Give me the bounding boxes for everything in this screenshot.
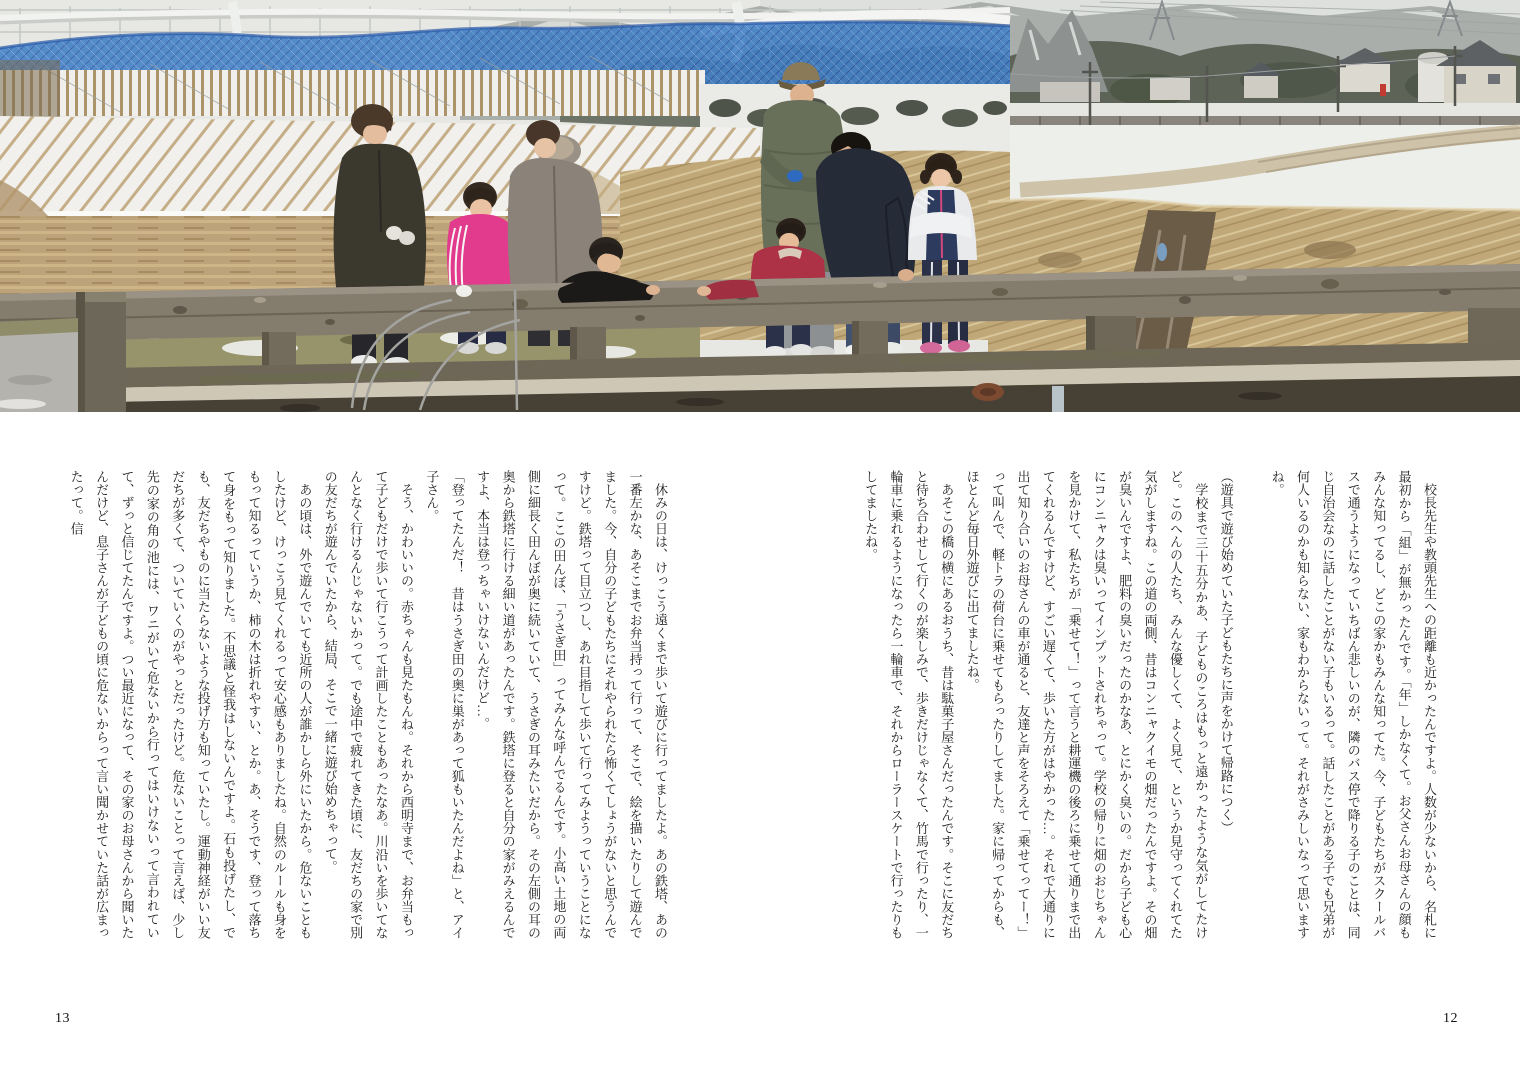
quote-paragraph: 「登ってたんだ！ 昔はうさぎ田の奥に巣があって狐もいたんだよね」と、アイ子さん。	[424, 470, 465, 939]
road-left	[0, 318, 78, 412]
paragraph: あそこの橋の横にあるおうち、昔は駄菓子屋さんだったんです。そこに友だちと待ち合わせして行くのが楽しみで、歩きだけじゃなくて、竹馬で行ったり、一輪車に乗れるようになったら一輪車で、それからローラースケートで行ったりもしてましたね。	[863, 470, 955, 939]
right-page-text	[858, 470, 1442, 939]
page-number-left: 13	[55, 1011, 70, 1026]
paragraph: あの頃は、外で遊んでいても近所の人が誰かしら外にいたから。危ないこともしたけど、けっこう見てくれるって安心感もありましたね。自然のルールも身をもって知るっていうか、柿の木は折れやすい、とか。あ、そうです、登って落ちて身をもって知りました。不思議と怪我はしないんですよ。石も投げたし、でも、友だちやものに当たらないような投げ方も知っていたし。運動神経がいい友だちが多くて、ついていくのがやっとだったけど。危ないことって言えば、少し先の家の角の池には、ワニがいて危ないから行ってはいけないって言われていて、ずっと信じてたんですよ。つい最近になって、その家のお母さんから聞いたんだけど、息子さんが子どもの頃に危ないからって言い聞かせていた話が広まったって。信	[68, 470, 313, 939]
drain-fitting	[972, 383, 1004, 401]
left-page-text	[68, 470, 673, 939]
paragraph: 学校まで三十五分かあ、子どものころはもっと遠かったような気がしてたけど。このへんの人たち、みんな優しくて、よく見て、というか見守ってくれてた気がしますね。この道の両側、昔はコンニャクイモの畑だったんですよ。その畑が臭いんですよ、肥料の臭いだったのかなあ、とにかく臭いの。だから子ども心にコンニャクは臭いってインプットされちゃって。学校の帰りに畑のおじちゃんを見かけて、私たちが「乗せて！」って言うと耕運機の後ろに乗せて通りまで出てくれるんですけど、すごい遅くて、歩いた方がはやかった…。それで大通りに出て知り合いのお母さんの車が通ると、友達と声をそろえて「乗せてってー！」って叫んで、軽トラの荷台に乗せてもらったりしてました。家に帰ってからも、ほとんど毎日外遊びに出てましたね。	[964, 470, 1209, 939]
paragraph: 校長先生や教頭先生への距離も近かったんですよ。人数が少ないから、名札に最初から「組」が無かったんです。「年」しかなくて。お父さんお母さんの顔もみんな知ってるし、どこの家かもみんな知ってた。今、子どもたちがスクールバスで通うようになっていちばん悲しいのが、隣のバス停で降りる子のことは、同じ自治会なのに話したことがない子もいるって。話したことがある子でも兄弟が何人いるのかも知らない、家もわからないって。それがさみしいなって思いますね。	[1269, 470, 1437, 939]
paragraph: 休みの日は、けっこう遠くまで歩いて遊びに行ってましたよ。あの鉄塔、あの一番左かな、あそこまでお弁当持って行って、そこで、絵を描いたりして遊んでました。今、自分の子どもたちにそれやられたら怖くてしょうがないと思うんですけど。鉄塔って目立つし、あれ目指して歩いて行ってみようっていうことになって。ここの田んぼ、「うさぎ田」ってみんな呼んでるんです。小高い土地の両側に細長く田んぼが奥に続いていて、うさぎの耳みたいだから。その左側の耳の奥から鉄塔に行ける細い道があったんです。鉄塔に登ると自分の家がみえるんですよ、本当は登っちゃいけないんだけど…。	[475, 470, 668, 939]
blank-line	[1239, 470, 1264, 939]
metal-post	[1052, 386, 1064, 412]
page-number-right: 12	[1443, 1011, 1458, 1026]
bridge-family-photo	[0, 0, 1520, 412]
paragraph: そう、かわいいの。赤ちゃんも見たもんね。それから西明寺まで、お弁当もって子どもだけで歩いて行こうって計画したこともあったなあ。川沿いを歩いてなんとなく行けるんじゃないかって。でも途中で疲れてきた頃に、友だちの家で別の友だちが遊んでいたから、結局、そこで一緒に遊び始めちゃって。	[322, 470, 414, 939]
stage-direction: （遊具で遊び始めていた子どもたちに声をかけて帰路につく）	[1218, 470, 1234, 834]
